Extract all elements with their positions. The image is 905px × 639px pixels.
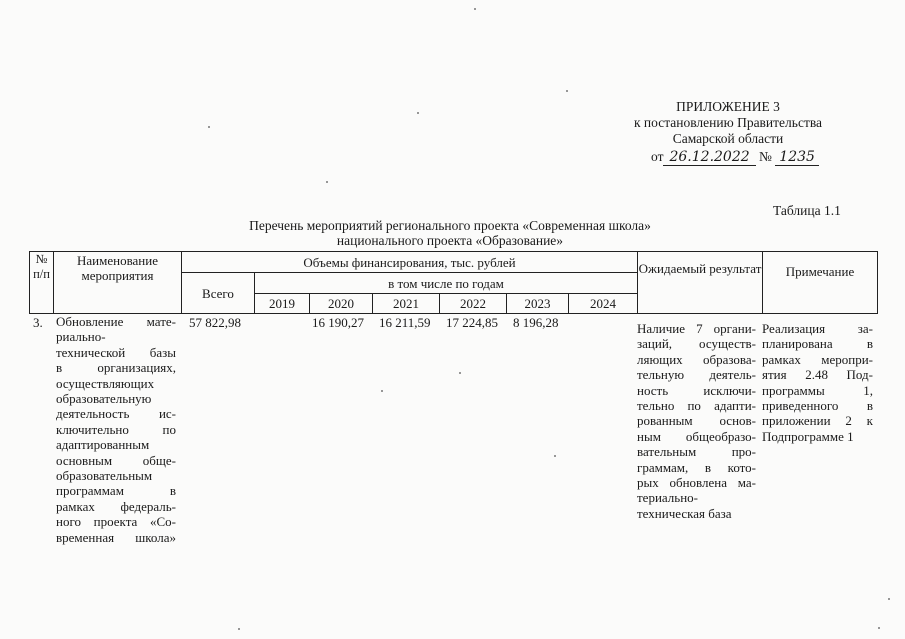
number-label: №: [759, 149, 772, 164]
scan-speck: [326, 181, 328, 183]
note-line: планирована в: [762, 336, 873, 352]
year-2021: 2021: [373, 294, 440, 314]
name-line: временная школа»: [56, 529, 176, 545]
measure-name: [56, 314, 176, 545]
scan-speck: [566, 90, 568, 92]
name-line: адаптированным: [56, 437, 150, 453]
value-2022: 17 224,85: [446, 315, 498, 330]
note-line: приведенного в: [762, 398, 873, 414]
name-line: технической базы: [56, 344, 176, 360]
name-line: осуществляющих: [56, 375, 155, 391]
col-header-no: № п/п: [30, 252, 54, 314]
table-label: Таблица 1.1: [773, 203, 841, 218]
expected-result: [637, 321, 756, 521]
title-line-2: национального проекта «Образование»: [336, 233, 564, 248]
appendix-header: [598, 99, 858, 147]
name-line: рамках федераль-: [56, 498, 176, 514]
title-line-1: Перечень мероприятий регионального проекта «Современная школа»: [249, 218, 651, 233]
name-line: риально-: [56, 329, 106, 345]
appendix-line-1: к постановлению Правительства: [633, 115, 823, 130]
result-line: тельную деятель-: [637, 367, 756, 383]
note-line: Подпрограмме 1: [762, 428, 854, 444]
note-line: приложении 2 к: [762, 413, 873, 429]
result-line: ным общеобразо-: [637, 428, 756, 444]
result-line: Наличие 7 органи-: [637, 321, 756, 336]
note: [762, 321, 873, 444]
appendix-title: ПРИЛОЖЕНИЕ 3: [676, 99, 780, 114]
name-line: в организациях,: [56, 360, 176, 376]
handwritten-date: 26.12.2022: [663, 149, 755, 166]
result-line: техническая база: [637, 505, 732, 521]
total-value: 57 822,98: [189, 315, 241, 330]
measures-table-header: [29, 251, 878, 314]
col-header-by-years: в том числе по годам: [255, 273, 638, 294]
value-2023: 8 196,28: [513, 315, 559, 330]
scan-speck: [238, 628, 240, 630]
result-line: териально-: [637, 490, 698, 506]
year-2022: 2022: [440, 294, 507, 314]
name-line: образовательную: [56, 391, 152, 407]
value-2021: 16 211,59: [379, 315, 431, 330]
name-line: основным обще-: [56, 452, 176, 468]
name-line: ключительно по: [56, 421, 176, 437]
from-label: от: [651, 149, 664, 164]
result-line: заций, осуществ-: [637, 336, 756, 352]
note-line: рамках меропри-: [762, 351, 873, 367]
result-line: ляющих образова-: [637, 351, 756, 367]
col-header-volumes: Объемы финансирования, тыс. рублей: [182, 252, 638, 273]
scan-speck: [554, 455, 556, 457]
name-line: деятельность ис-: [56, 406, 176, 422]
result-line: граммам, в кото-: [637, 459, 756, 475]
scan-speck: [417, 112, 419, 114]
result-line: рованным основ-: [637, 413, 756, 429]
result-line: тельно по адапти-: [637, 398, 756, 414]
year-2019: 2019: [255, 294, 310, 314]
name-line: Обновление мате-: [56, 314, 176, 329]
appendix-line-2: Самарской области: [672, 131, 784, 146]
result-line: ность исключи-: [637, 382, 756, 398]
year-2020: 2020: [310, 294, 373, 314]
note-line: Реализация за-: [762, 321, 873, 336]
decree-date-line: [651, 149, 819, 165]
note-line: ятия 2.48 Под-: [762, 367, 873, 383]
col-header-total: Всего: [182, 273, 255, 314]
scan-speck: [474, 8, 476, 10]
result-line: рых обновлена ма-: [637, 475, 756, 491]
year-2023: 2023: [507, 294, 569, 314]
scan-speck: [459, 372, 461, 374]
value-2020: 16 190,27: [312, 315, 364, 330]
name-line: ного проекта «Со-: [56, 514, 176, 530]
scan-speck: [878, 627, 880, 629]
name-line: программам в: [56, 483, 176, 499]
year-2024: 2024: [569, 294, 638, 314]
row-number: 3.: [33, 315, 43, 330]
col-header-result: Ожидаемый результат: [638, 252, 763, 314]
scan-speck: [888, 598, 890, 600]
scan-speck: [381, 390, 383, 392]
name-line: образовательным: [56, 468, 153, 484]
handwritten-number: 1235: [775, 149, 819, 166]
note-line: программы 1,: [762, 382, 873, 398]
scan-speck: [208, 126, 210, 128]
col-header-note: Примечание: [763, 252, 878, 314]
page-title: [190, 218, 710, 248]
result-line: вательным про-: [637, 444, 756, 460]
col-header-name: Наименование мероприятия: [54, 252, 182, 314]
